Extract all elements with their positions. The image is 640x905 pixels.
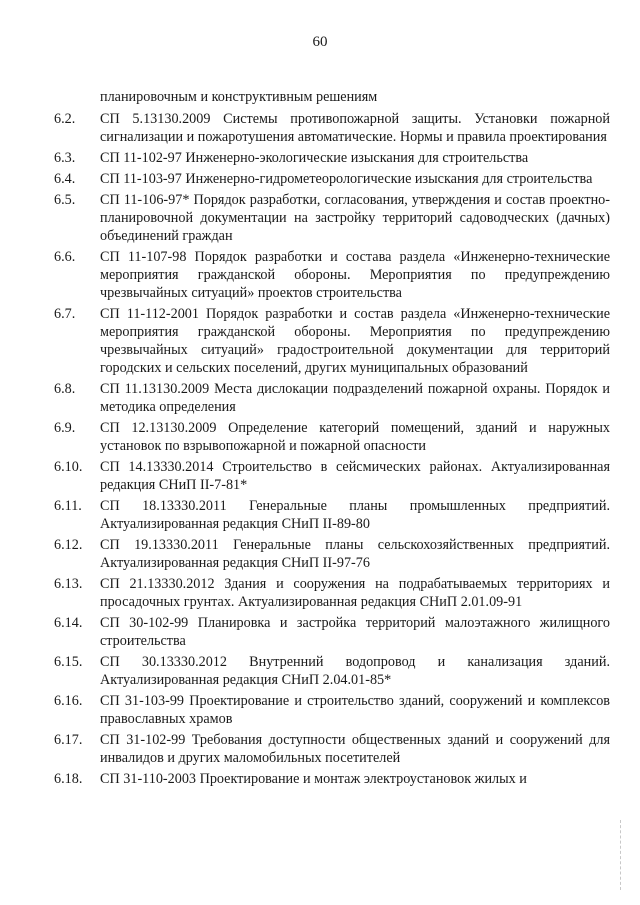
item-number: 6.3. bbox=[54, 150, 76, 166]
list-item bbox=[54, 575, 610, 611]
item-number: 6.12. bbox=[54, 537, 83, 553]
item-number: 6.5. bbox=[54, 192, 76, 208]
item-number: 6.14. bbox=[54, 615, 83, 631]
list-item bbox=[54, 149, 610, 167]
item-text: СП 11.13130.2009 Места дислокации подразделений пожарной охраны. Порядок и методика определения bbox=[100, 381, 610, 415]
list-item bbox=[54, 170, 610, 188]
item-number: 6.17. bbox=[54, 732, 83, 748]
item-text: СП 14.13330.2014 Строительство в сейсмических районах. Актуализированная редакция СНиП II-7-81* bbox=[100, 459, 610, 493]
item-text: СП 11-112-2001 Порядок разработки и состав раздела «Инженерно-технические мероприятия гражданской обороны. Мероприятия по предупреждению чрезвычайных ситуаций» градостроительной документации для территорий городских и сельских поселений, других муниципальных образований bbox=[100, 306, 610, 376]
list-items bbox=[54, 110, 610, 788]
item-number: 6.10. bbox=[54, 459, 83, 475]
item-text: СП 5.13130.2009 Системы противопожарной защиты. Установки пожарной сигнализации и пожаротушения автоматические. Нормы и правила проектирования bbox=[100, 111, 610, 145]
item-number: 6.13. bbox=[54, 576, 83, 592]
item-number: 6.4. bbox=[54, 171, 76, 187]
list-item bbox=[54, 497, 610, 533]
item-text: СП 31-102-99 Требования доступности общественных зданий и сооружений для инвалидов и других маломобильных посетителей bbox=[100, 732, 610, 766]
list-item bbox=[54, 380, 610, 416]
list-item bbox=[54, 614, 610, 650]
item-number: 6.16. bbox=[54, 693, 83, 709]
list-item bbox=[54, 692, 610, 728]
item-number: 6.11. bbox=[54, 498, 82, 514]
page-number: 60 bbox=[312, 34, 328, 50]
continuation-text: планировочным и конструктивным решениям bbox=[100, 89, 378, 105]
item-text: СП 11-106-97* Порядок разработки, согласования, утверждения и состав проектно-планировочной документации на застройку территорий садоводческих (дачных) объединений граждан bbox=[100, 192, 610, 244]
item-text: СП 19.13330.2011 Генеральные планы сельскохозяйственных предприятий. Актуализированная редакция СНиП II-97-76 bbox=[100, 537, 610, 571]
list-item bbox=[54, 110, 610, 146]
list-item bbox=[54, 770, 610, 788]
item-text: СП 11-107-98 Порядок разработки и состава раздела «Инженерно-технические мероприятия гражданской обороны. Мероприятия по предупреждению чрезвычайных ситуаций» проектов строительства bbox=[100, 249, 610, 301]
item-number: 6.18. bbox=[54, 771, 83, 787]
item-text: СП 30-102-99 Планировка и застройка территорий малоэтажного жилищного строительства bbox=[100, 615, 610, 649]
list-item bbox=[54, 191, 610, 245]
item-text: СП 11-103-97 Инженерно-гидрометеорологические изыскания для строительства bbox=[100, 171, 593, 187]
item-text: СП 30.13330.2012 Внутренний водопровод и канализация зданий. Актуализированная редакция СНиП 2.04.01-85* bbox=[100, 654, 610, 688]
item-number: 6.6. bbox=[54, 249, 76, 265]
list-item bbox=[54, 731, 610, 767]
item-text: СП 12.13130.2009 Определение категорий помещений, зданий и наружных установок по взрывопожарной и пожарной опасности bbox=[100, 420, 610, 454]
item-text: СП 21.13330.2012 Здания и сооружения на подрабатываемых территориях и просадочных грунтах. Актуализированная редакция СНиП 2.01.09-91 bbox=[100, 576, 610, 610]
list-item bbox=[54, 536, 610, 572]
item-text: СП 18.13330.2011 Генеральные планы промышленных предприятий. Актуализированная редакция СНиП II-89-80 bbox=[100, 498, 610, 532]
list-item bbox=[54, 458, 610, 494]
scan-edge-mark bbox=[620, 820, 631, 890]
reference-list bbox=[54, 88, 610, 791]
item-number: 6.2. bbox=[54, 111, 76, 127]
list-item bbox=[54, 653, 610, 689]
item-number: 6.9. bbox=[54, 420, 76, 436]
item-text: СП 11-102-97 Инженерно-экологические изыскания для строительства bbox=[100, 150, 529, 166]
list-item bbox=[54, 305, 610, 377]
list-item bbox=[54, 419, 610, 455]
item-text: СП 31-103-99 Проектирование и строительство зданий, сооружений и комплексов православных храмов bbox=[100, 693, 610, 727]
item-number: 6.7. bbox=[54, 306, 76, 322]
item-number: 6.8. bbox=[54, 381, 76, 397]
item-text: СП 31-110-2003 Проектирование и монтаж электроустановок жилых и bbox=[100, 771, 527, 787]
list-item bbox=[54, 248, 610, 302]
item-number: 6.15. bbox=[54, 654, 83, 670]
